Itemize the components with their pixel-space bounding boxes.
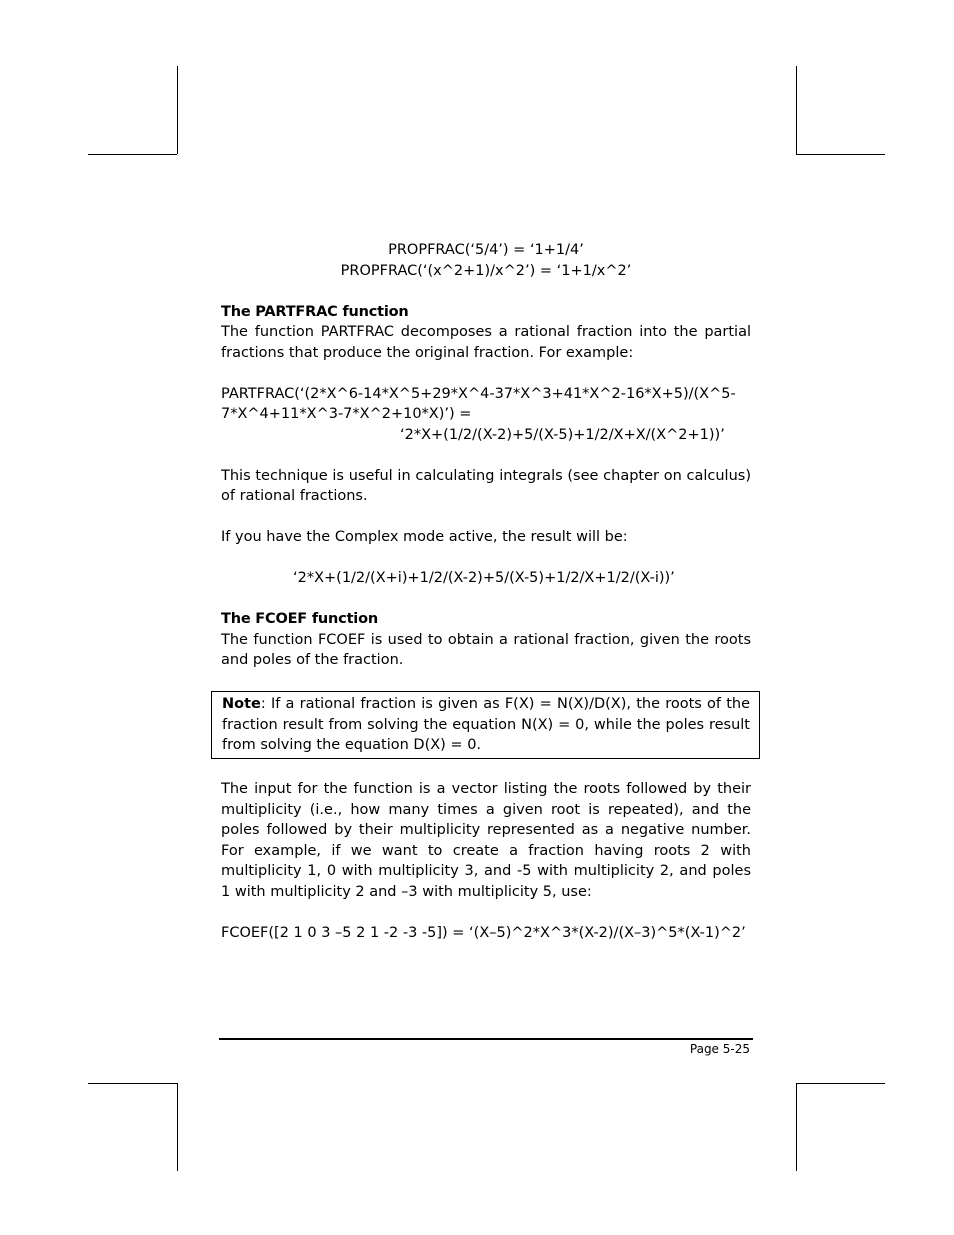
fcoef-heading: The FCOEF function xyxy=(221,611,378,627)
crop-mark-bottom-right-horizontal xyxy=(796,1083,885,1084)
propfrac-example-1: PROPFRAC(‘5/4’) = ‘1+1/4’ xyxy=(388,242,584,258)
partfrac-example-line-1: PARTFRAC(‘(2*X^6-14*X^5+29*X^4-37*X^3+41*X^2-16*X+5)/(X^5- xyxy=(221,385,736,402)
note-box xyxy=(211,691,760,759)
note-label: Note xyxy=(222,696,261,712)
partfrac-example-result: ‘2*X+(1/2/(X-2)+5/(X-5)+1/2/X+X/(X^2+1))’ xyxy=(400,426,725,443)
fcoef-intro: The function FCOEF is used to obtain a rational fraction, given the roots and poles of the fraction. xyxy=(221,631,751,668)
page-number: Page 5-25 xyxy=(689,1042,750,1056)
footer-rule xyxy=(219,1038,753,1040)
crop-mark-top-right-vertical xyxy=(796,66,797,154)
complex-mode-intro: If you have the Complex mode active, the result will be: xyxy=(221,529,628,545)
fcoef-example: FCOEF([2 1 0 3 –5 2 1 -2 -3 -5]) = ‘(X–5)^2*X^3*(X-2)/(X–3)^5*(X-1)^2’ xyxy=(221,924,746,941)
partfrac-technique-note: This technique is useful in calculating integrals (see chapter on calculus) of rational fractions. xyxy=(221,467,751,504)
partfrac-intro: The function PARTFRAC decomposes a rational fraction into the partial fractions that produce the original fraction. For example: xyxy=(221,324,751,361)
partfrac-heading: The PARTFRAC function xyxy=(221,303,409,320)
partfrac-example-line-2: 7*X^4+11*X^3-7*X^2+10*X)’) = xyxy=(221,406,472,422)
crop-mark-bottom-left-vertical xyxy=(177,1083,178,1171)
crop-mark-bottom-right-vertical xyxy=(796,1083,797,1171)
crop-mark-top-left-vertical xyxy=(177,66,178,154)
note-text: : If a rational fraction is given as F(X) = N(X)/D(X), the roots of the fraction result from solving the equation N(X) = 0, while the poles result from solving the equation D(X) = 0. xyxy=(222,696,750,753)
page-content xyxy=(221,240,751,943)
complex-mode-result: ‘2*X+(1/2/(X+i)+1/2/(X-2)+5/(X-5)+1/2/X+1/2/(X-i))’ xyxy=(293,570,675,586)
crop-mark-bottom-left-horizontal xyxy=(88,1083,177,1084)
crop-mark-top-right-horizontal xyxy=(796,154,885,155)
propfrac-example-2: PROPFRAC(‘(x^2+1)/x^2’) = ‘1+1/x^2’ xyxy=(340,262,632,279)
crop-mark-top-left-horizontal xyxy=(88,154,177,155)
fcoef-input-description: The input for the function is a vector listing the roots followed by their multiplicity (i.e., how many times a given root is repeated), and the poles followed by their multiplicity represented as a negative number. For example, if we want to create a fraction having roots 2 with multiplicity 1, 0 with multiplicity 3, and -5 with multiplicity 2, and poles 1 with multiplicity 2 and –3 with multiplicity 5, use: xyxy=(221,781,751,900)
